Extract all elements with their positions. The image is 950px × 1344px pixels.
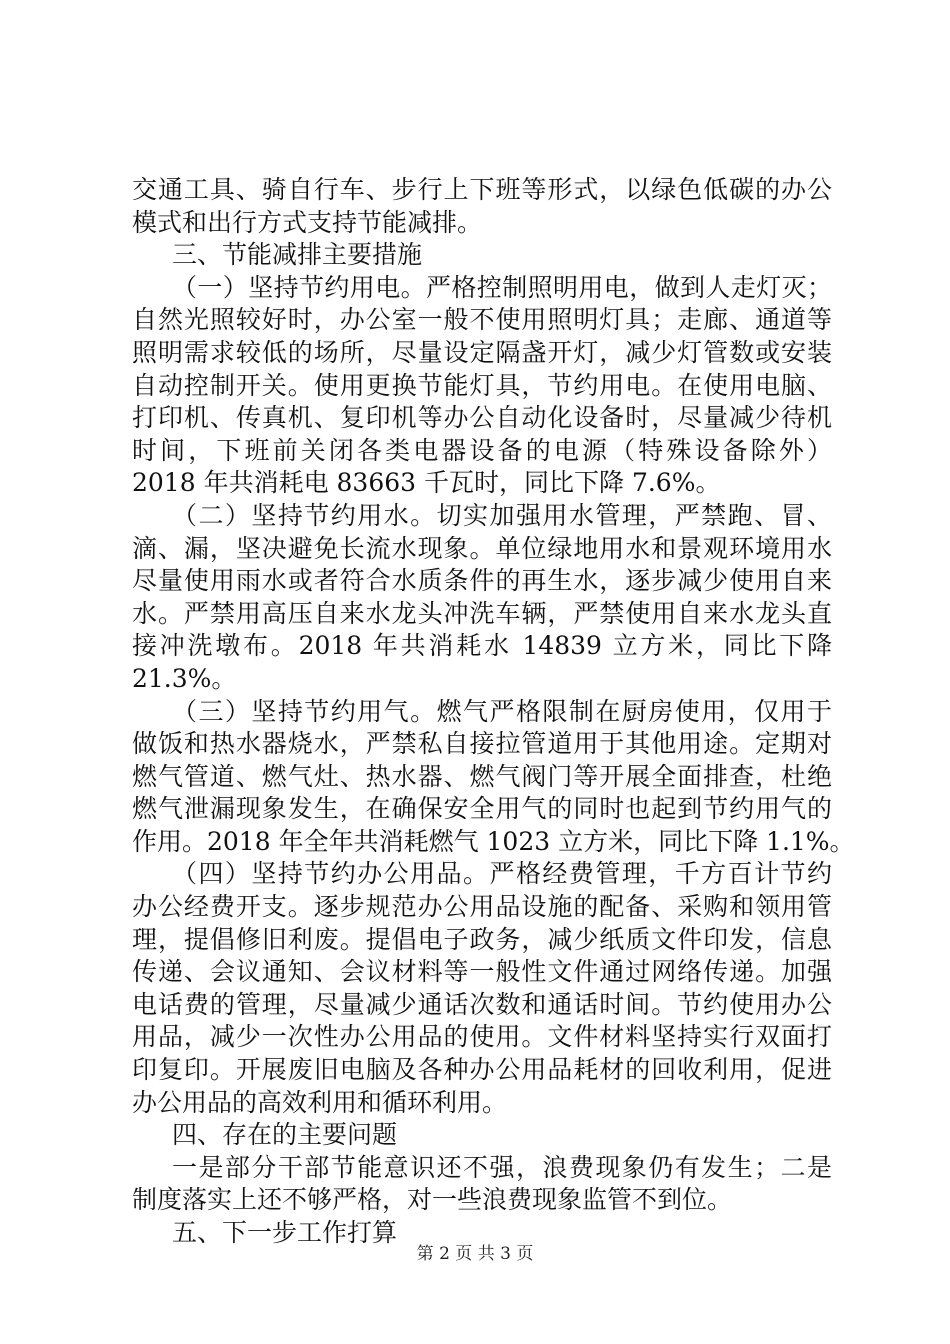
text-line: 传递、会议通知、会议材料等一般性文件通过网络传递。加强: [132, 957, 832, 987]
text-line: 尽量使用雨水或者符合水质条件的再生水，逐步减少使用自来: [132, 566, 832, 596]
text-line: 21.3%。: [132, 663, 237, 693]
text-line: 作用。2018 年全年共消耗燃气 1023 立方米，同比下降 1.1%。: [132, 826, 855, 856]
text-line: （四）坚持节约办公用品。严格经费管理，千方百计节约: [172, 859, 832, 889]
text-line: 滴、漏，坚决避免长流水现象。单位绿地用水和景观环境用水: [132, 533, 832, 563]
text-line: 办公经费开支。逐步规范办公用品设施的配备、采购和领用管: [132, 892, 832, 922]
document-body: [132, 174, 855, 1250]
text-line: 印复印。开展废旧电脑及各种办公用品耗材的回收利用，促进: [132, 1055, 832, 1085]
text-line: 水。严禁用高压自来水龙头冲洗车辆，严禁使用自来水龙头直: [132, 598, 832, 628]
text-line: 理，提倡修旧利废。提倡电子政务，减少纸质文件印发，信息: [132, 924, 832, 954]
text-line: 制度落实上还不够严格，对一些浪费现象监管不到位。: [132, 1185, 733, 1215]
text-line: 做饭和热水器烧水，严禁私自接拉管道用于其他用途。定期对: [132, 729, 832, 759]
text-line: 2018 年共消耗电 83663 千瓦时，同比下降 7.6%。: [132, 468, 721, 498]
page-footer: 第 2 页 共 3 页: [416, 1244, 534, 1264]
text-line: 燃气管道、燃气灶、热水器、燃气阀门等开展全面排查，杜绝: [132, 761, 832, 791]
text-line: 接冲洗墩布。2018 年共消耗水 14839 立方米，同比下降: [132, 631, 832, 661]
text-line: 电话费的管理，尽量减少通话次数和通话时间。节约使用办公: [132, 989, 832, 1019]
text-line: 照明需求较低的场所，尽量设定隔盏开灯，减少灯管数或安装: [132, 337, 832, 367]
text-line: 一是部分干部节能意识还不强，浪费现象仍有发生；二是: [172, 1152, 832, 1182]
text-line: （一）坚持节约用电。严格控制照明用电，做到人走灯灭；: [172, 272, 832, 302]
text-line: 四、存在的主要问题: [172, 1120, 398, 1150]
text-line: 燃气泄漏现象发生，在确保安全用气的同时也起到节约用气的: [132, 794, 832, 824]
text-line: 交通工具、骑自行车、步行上下班等形式，以绿色低碳的办公: [132, 175, 832, 204]
text-line: 自动控制开关。使用更换节能灯具，节约用电。在使用电脑、: [132, 370, 832, 400]
text-line: 办公用品的高效利用和循环利用。: [132, 1087, 508, 1117]
text-line: 自然光照较好时，办公室一般不使用照明灯具；走廊、通道等: [132, 305, 832, 335]
text-line: 五、下一步工作打算: [172, 1218, 398, 1247]
text-line: 打印机、传真机、复印机等办公自动化设备时，尽量减少待机: [132, 403, 832, 433]
text-line: 三、节能减排主要措施: [172, 240, 423, 270]
text-line: 模式和出行方式支持节能减排。: [132, 207, 483, 237]
text-line: 用品，减少一次性办公用品的使用。文件材料坚持实行双面打: [132, 1022, 832, 1052]
text-line: （三）坚持节约用气。燃气严格限制在厨房使用，仅用于: [172, 696, 832, 726]
text-line: （二）坚持节约用水。切实加强用水管理，严禁跑、冒、: [172, 500, 832, 530]
text-line: 时间，下班前关闭各类电器设备的电源（特殊设备除外）: [132, 435, 832, 465]
